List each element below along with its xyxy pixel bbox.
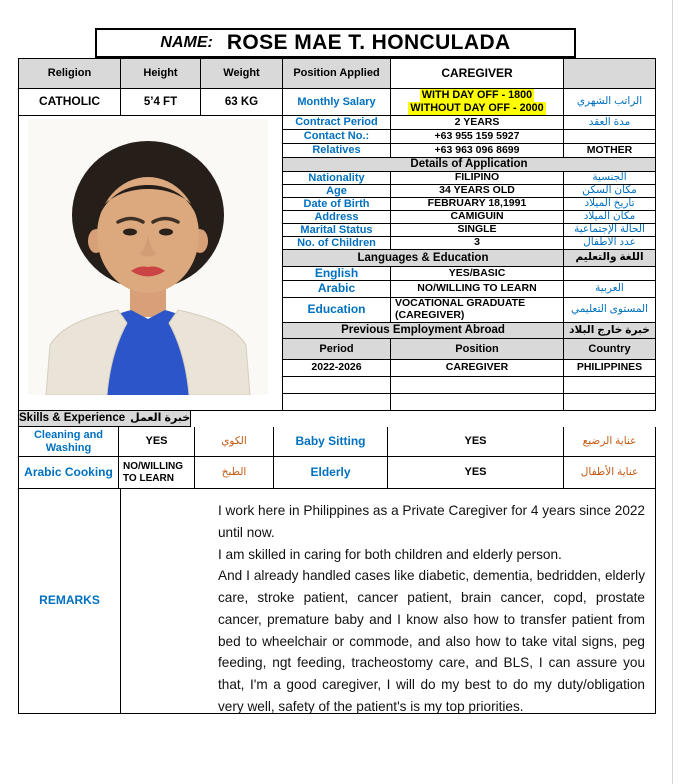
field-arabic — [564, 267, 656, 281]
skill-arabic: عناية الرضيع — [564, 427, 656, 457]
employment-position: CAREGIVER — [391, 360, 564, 377]
monthly-salary-arabic: الراتب الشهري — [564, 89, 656, 116]
details-of-application-bar: Details of Application — [283, 158, 656, 172]
remarks-paragraph: And I already handled cases like diabetic, dementia, bedridden, elderly care, stroke patient, cancer patient, brain cancer, copd, prostate cancer, premature baby and I know also how to transfer patient from bed to wheelchair or commode, and also how to take vital signs, peg feeding, ngt feeding, tracheostomy care, and BLS, I can assure you that, I'm a good caregiver, I will do my best to do my duty/obligation very well, safety of the patient's is my top priorities. — [218, 568, 645, 714]
employment-period: 2022-2026 — [283, 360, 391, 377]
field-label: No. of Children — [283, 237, 391, 250]
field-value: SINGLE — [391, 224, 564, 237]
languages-education-bar: Languages & Education — [283, 250, 564, 267]
field-arabic: مدة العقد — [564, 116, 656, 130]
field-label: Relatives — [283, 144, 391, 158]
skill-value: NO/WILLING TO LEARN — [119, 457, 195, 489]
field-arabic — [564, 130, 656, 144]
country-header: Country — [564, 339, 656, 360]
employment-row — [283, 394, 656, 411]
top-header-row — [19, 59, 656, 89]
employment-header-row — [283, 339, 656, 360]
field-label: Contact No.: — [283, 130, 391, 144]
position-header: Position — [391, 339, 564, 360]
field-arabic: مكان الميلاد — [564, 211, 656, 224]
skill-arabic: عناية الأطفال — [564, 457, 656, 489]
field-value: 2 YEARS — [391, 116, 564, 130]
employment-period — [283, 377, 391, 394]
field-label: Marital Status — [283, 224, 391, 237]
field-label: Nationality — [283, 172, 391, 185]
position-applied-header: Position Applied — [283, 59, 391, 89]
skill-value: YES — [388, 457, 564, 489]
employment-position — [391, 377, 564, 394]
employment-row — [283, 377, 656, 394]
field-arabic: عدد الأطفال — [564, 237, 656, 250]
field-label: Address — [283, 211, 391, 224]
remarks-text — [121, 489, 656, 714]
remarks-label: REMARKS — [19, 489, 121, 714]
employment-row — [283, 360, 656, 377]
name-label: NAME: — [160, 34, 213, 51]
skills-experience-bar — [19, 411, 191, 427]
field-value: 34 YEARS OLD — [391, 185, 564, 198]
religion-header: Religion — [19, 59, 121, 89]
field-value: +63 955 159 5927 — [391, 130, 564, 144]
field-arabic: المستوى التعليمي — [564, 298, 656, 323]
skill-arabic: الطبخ — [195, 457, 274, 489]
salary-without-dayoff: WITHOUT DAY OFF - 2000 — [410, 102, 544, 114]
skills-bar-label: Skills & Experience — [19, 412, 126, 425]
skills-row — [19, 457, 656, 489]
field-arabic: الجنسية — [564, 172, 656, 185]
employment-country — [564, 377, 656, 394]
skill-label: Cleaning and Washing — [19, 427, 119, 457]
monthly-salary-value — [391, 89, 564, 116]
page-edge-line — [672, 0, 673, 784]
field-value: +63 963 096 8699 — [391, 144, 564, 158]
skill-value: YES — [388, 427, 564, 457]
field-value: CAMIGUIN — [391, 211, 564, 224]
field-label: Date of Birth — [283, 198, 391, 211]
field-arabic: العربية — [564, 281, 656, 298]
photo-and-info-section — [19, 116, 656, 411]
remarks-paragraph: I am skilled in caring for both children and elderly person. — [218, 546, 562, 562]
employment-position — [391, 394, 564, 411]
field-label: Contract Period — [283, 116, 391, 130]
employment-period — [283, 394, 391, 411]
field-arabic: تاريخ الميلاد — [564, 198, 656, 211]
employment-country — [564, 394, 656, 411]
field-value: 3 — [391, 237, 564, 250]
field-value: FEBRUARY 18,1991 — [391, 198, 564, 211]
applicant-name: ROSE MAE T. HONCULADA — [226, 31, 511, 54]
weight-header: Weight — [201, 59, 283, 89]
name-header-box — [95, 28, 576, 58]
period-header: Period — [283, 339, 391, 360]
field-label: Arabic — [283, 281, 391, 298]
skills-bar-arabic: خبرة العمل — [130, 412, 191, 425]
height-header: Height — [121, 59, 201, 89]
skills-row — [19, 427, 656, 457]
skill-arabic: الكوي — [195, 427, 274, 457]
position-applied-value: CAREGIVER — [391, 59, 564, 89]
field-arabic: مكان السكن — [564, 185, 656, 198]
field-value: VOCATIONAL GRADUATE (CAREGIVER) — [391, 298, 564, 323]
skill-value: YES — [119, 427, 195, 457]
remarks-paragraph: I work here in Philippines as a Private Caregiver for 4 years since 2022 until now. — [218, 503, 645, 540]
monthly-salary-label: Monthly Salary — [283, 89, 391, 116]
field-label: English — [283, 267, 391, 281]
skill-label: Baby Sitting — [274, 427, 388, 457]
field-label: Education — [283, 298, 391, 323]
previous-employment-bar: Previous Employment Abroad — [283, 323, 564, 339]
field-value: FILIPINO — [391, 172, 564, 185]
employment-country: PHILIPPINES — [564, 360, 656, 377]
field-value: YES/BASIC — [391, 267, 564, 281]
top-header-empty-cell — [564, 59, 656, 89]
height-value: 5’4 FT — [121, 89, 201, 116]
skill-label: Elderly — [274, 457, 388, 489]
languages-education-bar-arabic: اللغة والتعليم — [564, 250, 656, 267]
religion-value: CATHOLIC — [19, 89, 121, 116]
field-label: Age — [283, 185, 391, 198]
salary-with-dayoff: WITH DAY OFF - 1800 — [421, 89, 533, 101]
field-arabic: الحالة الإجتماعية — [564, 224, 656, 237]
info-column — [283, 116, 656, 411]
weight-value: 63 KG — [201, 89, 283, 116]
main-table — [18, 58, 656, 714]
field-value: NO/WILLING TO LEARN — [391, 281, 564, 298]
field-relative-type: MOTHER — [564, 144, 656, 158]
top-value-row — [19, 89, 656, 116]
photo-cell — [19, 116, 283, 411]
previous-employment-bar-arabic: خبرة خارج البلاد — [564, 323, 656, 339]
skill-label: Arabic Cooking — [19, 457, 119, 489]
applicant-photo — [28, 119, 268, 395]
remarks-section — [19, 489, 656, 714]
